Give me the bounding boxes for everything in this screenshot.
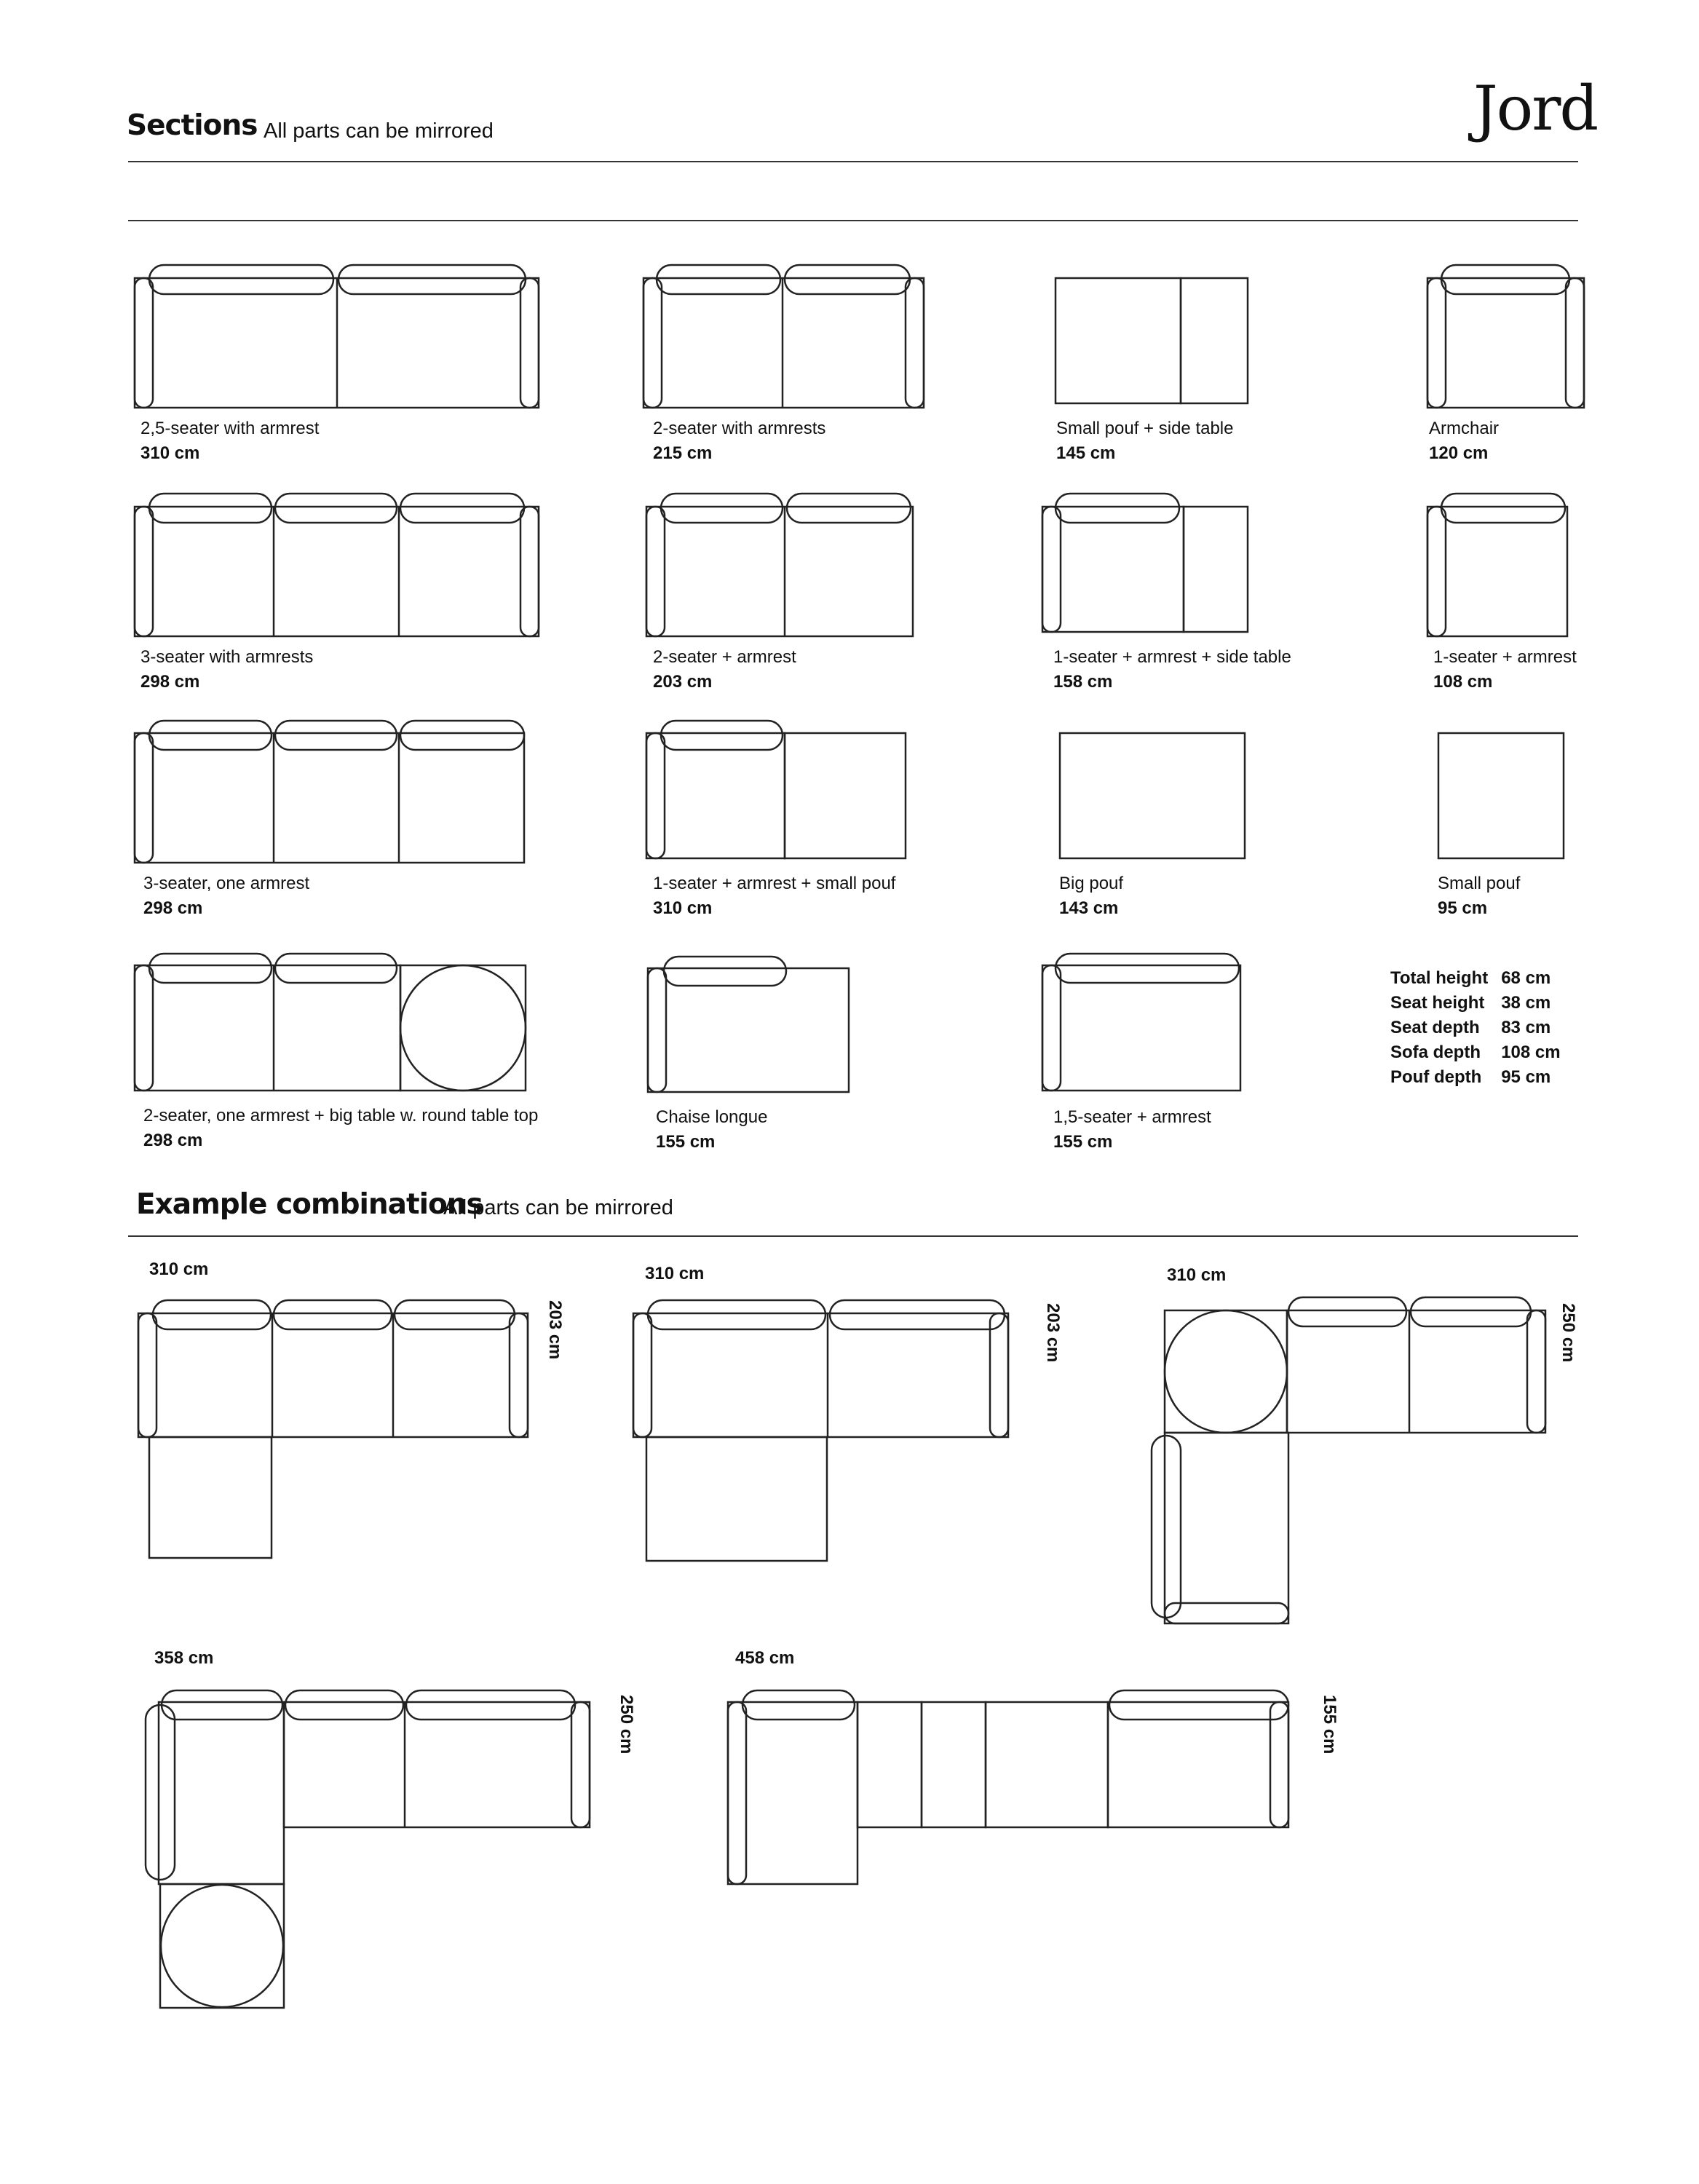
section-name: 3-seater, one armrest xyxy=(143,874,310,893)
spec-row xyxy=(1390,1067,1574,1092)
spec-value: 68 cm xyxy=(1501,968,1551,988)
spec-row xyxy=(1390,1018,1574,1042)
drawing-2-seater-one-armrest-big-table xyxy=(135,954,526,1091)
section-item xyxy=(1438,871,1520,921)
drawing-3-seater-one-armrest xyxy=(135,721,524,863)
section-name: Small pouf xyxy=(1438,874,1521,893)
section-item xyxy=(656,1105,767,1155)
spec-label: Pouf depth xyxy=(1390,1067,1482,1087)
example-width: 458 cm xyxy=(735,1648,795,1668)
example-depth: 155 cm xyxy=(1320,1695,1339,1754)
spec-row xyxy=(1390,968,1574,993)
section-size: 145 cm xyxy=(1056,443,1116,463)
examples-subtitle: All parts can be mirrored xyxy=(443,1196,673,1219)
drawing-2-seater-with-armrests xyxy=(643,265,924,408)
spec-value: 95 cm xyxy=(1501,1067,1551,1087)
section-item xyxy=(143,1104,538,1153)
section-name: Chaise longue xyxy=(656,1107,768,1127)
spec-table xyxy=(1390,968,1574,1092)
section-name: 1-seater + armrest + side table xyxy=(1053,647,1291,667)
spec-value: 38 cm xyxy=(1501,993,1551,1013)
section-item xyxy=(1433,645,1577,695)
section-item xyxy=(1429,416,1499,466)
example-width: 310 cm xyxy=(1167,1265,1227,1285)
section-size: 298 cm xyxy=(143,1131,203,1150)
example-width: 358 cm xyxy=(154,1648,214,1668)
spec-label: Sofa depth xyxy=(1390,1042,1481,1062)
drawing-3-seater-with-armrests xyxy=(135,494,539,636)
section-name: 3-seater with armrests xyxy=(140,647,314,667)
drawing-2-5-seater-with-armrest xyxy=(135,265,539,408)
drawing-1-seater-armrest-side-table xyxy=(1042,494,1248,632)
sections-subtitle: All parts can be mirrored xyxy=(264,119,494,143)
examples-title: Example combinations xyxy=(136,1188,483,1221)
section-size: 158 cm xyxy=(1053,672,1113,692)
drawing-1-seater-armrest xyxy=(1427,494,1567,636)
example-width: 310 cm xyxy=(149,1259,209,1279)
spec-label: Seat height xyxy=(1390,993,1485,1013)
section-size: 120 cm xyxy=(1429,443,1489,463)
section-item xyxy=(653,645,796,695)
drawing-1-seater-armrest-small-pouf xyxy=(646,721,906,858)
section-item xyxy=(1053,1105,1211,1155)
section-item xyxy=(653,416,825,466)
section-size: 143 cm xyxy=(1059,898,1119,918)
section-item xyxy=(140,645,313,695)
example-depth: 250 cm xyxy=(617,1695,636,1754)
section-name: Armchair xyxy=(1429,419,1500,438)
drawing-example-2 xyxy=(633,1300,1008,1561)
section-item xyxy=(653,871,895,921)
section-item xyxy=(143,871,309,921)
section-name: 2,5-seater with armrest xyxy=(140,419,320,438)
section-name: 2-seater, one armrest + big table w. round table top xyxy=(143,1106,539,1125)
drawing-chaise-longue xyxy=(648,957,849,1092)
section-name: Small pouf + side table xyxy=(1056,419,1234,438)
section-name: 1-seater + armrest + small pouf xyxy=(653,874,896,893)
section-size: 298 cm xyxy=(143,898,203,918)
spec-label: Seat depth xyxy=(1390,1018,1480,1037)
section-size: 155 cm xyxy=(1053,1132,1113,1152)
section-item xyxy=(1059,871,1123,921)
drawing-example-1 xyxy=(138,1300,528,1558)
drawing-example-5 xyxy=(728,1690,1288,1884)
section-item xyxy=(1053,645,1291,695)
drawing-example-3 xyxy=(1152,1297,1545,1623)
examples-divider xyxy=(128,1235,1578,1237)
section-size: 203 cm xyxy=(653,672,713,692)
example-depth: 250 cm xyxy=(1559,1303,1578,1363)
drawing-example-4 xyxy=(146,1690,590,2008)
jord-logo: Jord xyxy=(1473,73,1598,144)
section-name: 1,5-seater + armrest xyxy=(1053,1107,1211,1127)
section-item xyxy=(140,416,319,466)
section-size: 95 cm xyxy=(1438,898,1488,918)
section-size: 108 cm xyxy=(1433,672,1493,692)
section-name: 2-seater + armrest xyxy=(653,647,796,667)
drawing-small-pouf xyxy=(1438,733,1564,858)
section-name: 2-seater with armrests xyxy=(653,419,826,438)
example-depth: 203 cm xyxy=(545,1300,565,1360)
drawing-2-seater-armrest xyxy=(646,494,913,636)
section-name: 1-seater + armrest xyxy=(1433,647,1577,667)
section-size: 310 cm xyxy=(140,443,200,463)
spec-value: 83 cm xyxy=(1501,1018,1551,1037)
drawing-armchair xyxy=(1427,265,1584,408)
spec-row xyxy=(1390,993,1574,1018)
section-size: 310 cm xyxy=(653,898,713,918)
drawing-big-pouf xyxy=(1060,733,1245,858)
example-depth: 203 cm xyxy=(1043,1303,1063,1363)
drawing-1-5-seater-armrest xyxy=(1042,954,1240,1091)
example-width: 310 cm xyxy=(645,1264,705,1283)
section-size: 298 cm xyxy=(140,672,200,692)
spec-row xyxy=(1390,1042,1574,1067)
section-size: 155 cm xyxy=(656,1132,716,1152)
section-item xyxy=(1056,416,1233,466)
spec-label: Total height xyxy=(1390,968,1489,988)
drawing-small-pouf-side-table xyxy=(1056,278,1248,403)
section-size: 215 cm xyxy=(653,443,713,463)
spec-value: 108 cm xyxy=(1501,1042,1561,1062)
sections-title: Sections xyxy=(127,109,258,142)
section-name: Big pouf xyxy=(1059,874,1124,893)
